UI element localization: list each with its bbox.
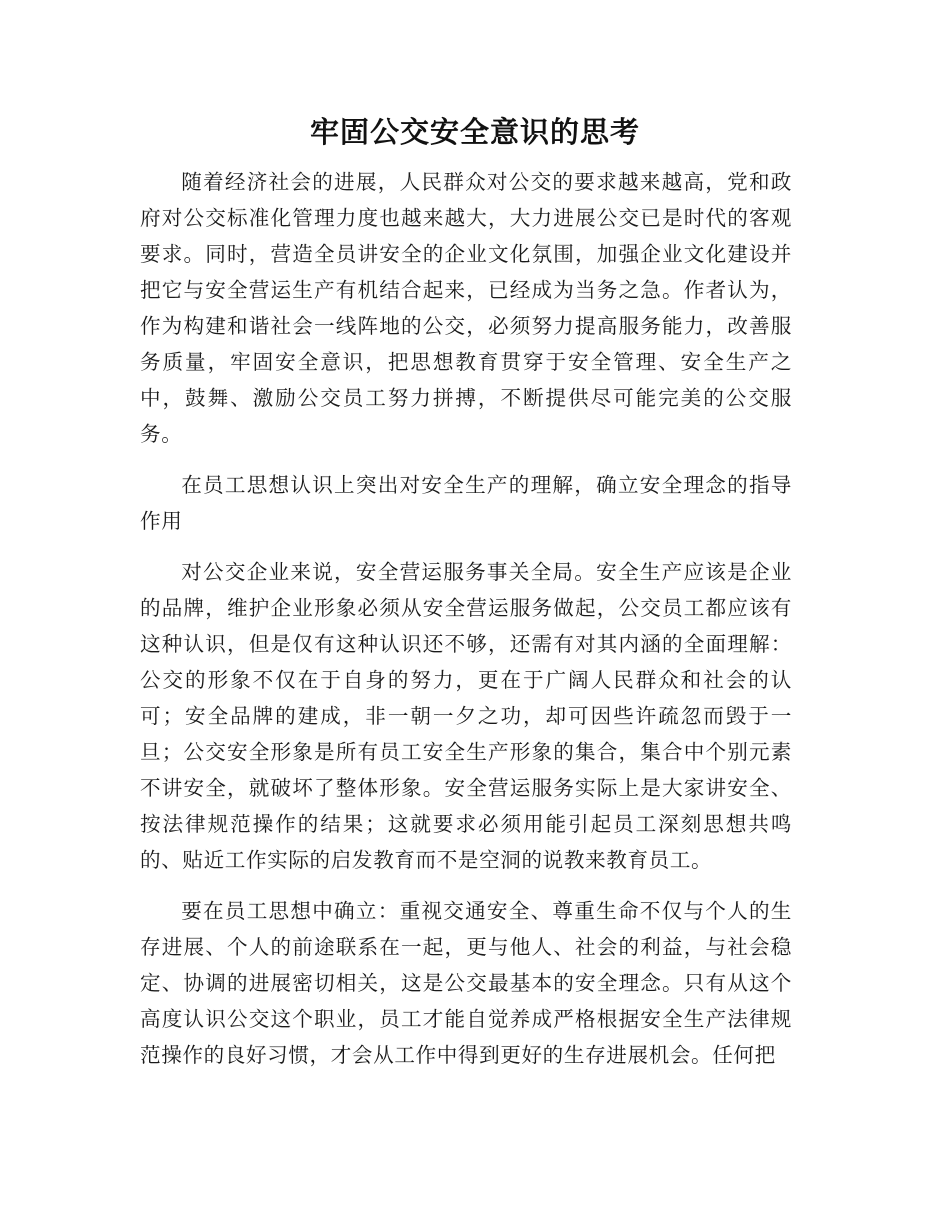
- paragraph-brand: 对公交企业来说，安全营运服务事关全局。安全生产应该是企业的品牌，维护企业形象必须从安全营运服务做起，公交员工都应该有这种认识，但是仅有这种认识还不够，还需有对其内涵的全面理解：公交的形象不仅在于自身的努力，更在于广阔人民群众和社会的认可；安全品牌的建成，非一朝一夕之功，却可因些许疏忽而毁于一旦；公交安全形象是所有员工安全生产形象的集合，集合中个别元素不讲安全，就破坏了整体形象。安全营运服务实际上是大家讲安全、按法律规范操作的结果；这就要求必须用能引起员工深刻思想共鸣的、贴近工作实际的启发教育而不是空洞的说教来教育员工。: [140, 560, 792, 872]
- paragraph-heading: 在员工思想认识上突出对安全生产的理解，确立安全理念的指导作用: [140, 473, 792, 533]
- document-title: 牢固公交安全意识的思考: [309, 115, 640, 149]
- paragraph-intro: 随着经济社会的进展，人民群众对公交的要求越来越高，党和政府对公交标准化管理力度也越来越大，大力进展公交已是时代的客观要求。同时，营造全员讲安全的企业文化氛围，加强企业文化建设并把它与安全营运生产有机结合起来，已经成为当务之急。作者认为，作为构建和谐社会一线阵地的公交，必须努力提高服务能力，改善服务质量，牢固安全意识，把思想教育贯穿于安全管理、安全生产之中，鼓舞、激励公交员工努力拼搏，不断提供尽可能完美的公交服务。: [140, 170, 792, 446]
- document-body: [140, 164, 792, 1088]
- paragraph-concept: 要在员工思想中确立：重视交通安全、尊重生命不仅与个人的生存进展、个人的前途联系在一起，更与他人、社会的利益，与社会稳定、协调的进展密切相关，这是公交最基本的安全理念。只有从这个高度认识公交这个职业，员工才能自觉养成严格根据安全生产法律规范操作的良好习惯，才会从工作中得到更好的生存进展机会。任何把: [140, 899, 792, 1067]
